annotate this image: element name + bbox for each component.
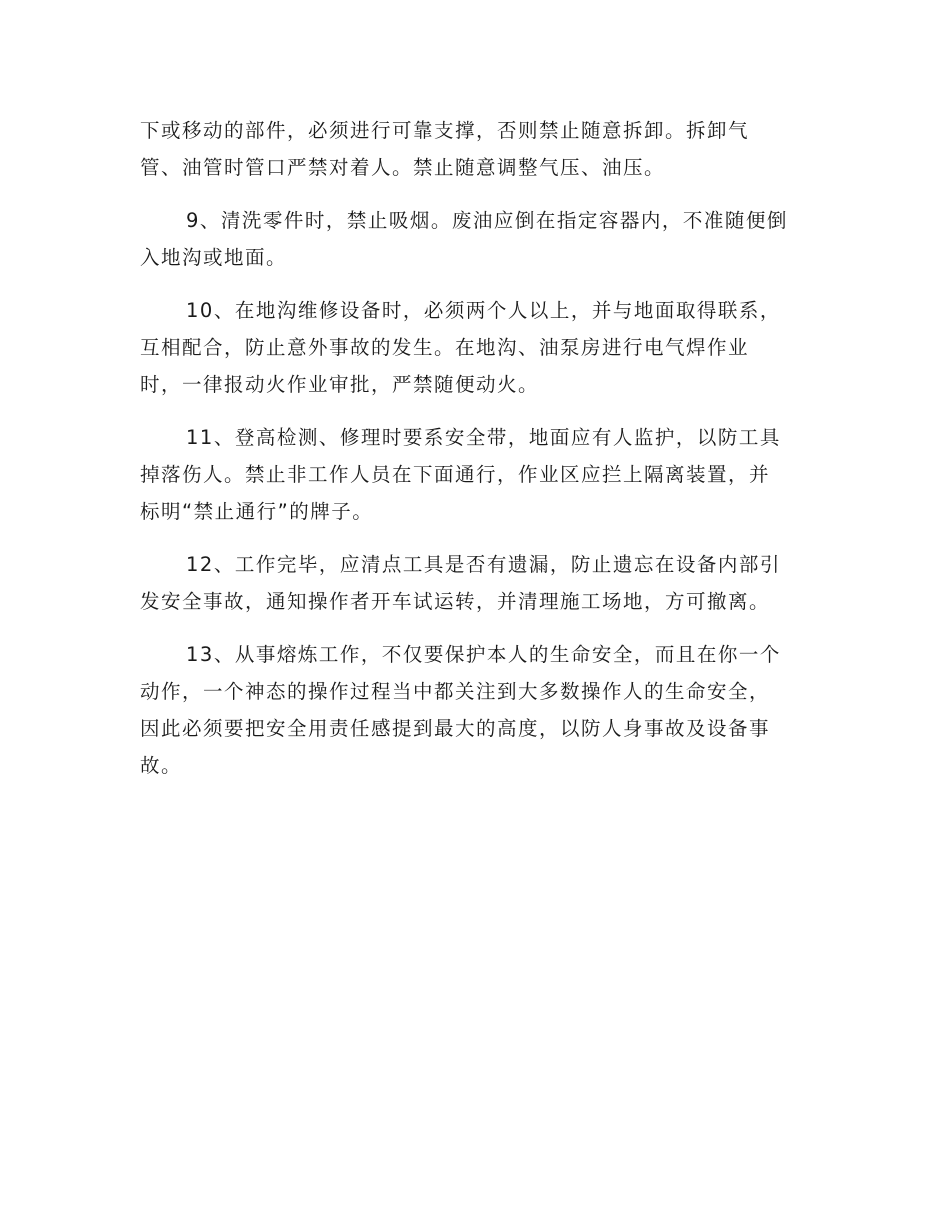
text-line: 11、登高检测、修理时要系安全带，地面应有人监护，以防工具 bbox=[186, 426, 781, 449]
text-line: 因此必须要把安全用责任感提到最大的高度，以防人身事故及设备事 bbox=[140, 717, 771, 740]
paragraph-item-13 bbox=[140, 636, 820, 784]
paragraph-item-11 bbox=[140, 419, 820, 530]
text-line: 掉落伤人。禁止非工作人员在下面通行，作业区应拦上隔离装置，并 bbox=[140, 463, 771, 486]
text-line: 互相配合，防止意外事故的发生。在地沟、油泵房进行电气焊作业 bbox=[140, 336, 750, 359]
text-line: 13、从事熔炼工作，不仅要保护本人的生命安全，而且在你一个 bbox=[186, 643, 781, 666]
text-line: 12、工作完毕，应清点工具是否有遗漏，防止遗忘在设备内部引 bbox=[186, 553, 781, 576]
text-line: 标明“禁止通行”的牌子。 bbox=[140, 500, 374, 523]
paragraph-item-10 bbox=[140, 292, 820, 403]
text-line: 下或移动的部件，必须进行可靠支撑，否则禁止随意拆卸。拆卸气 bbox=[140, 119, 750, 142]
text-line: 发安全事故，通知操作者开车试运转，并清理施工场地，方可撤离。 bbox=[140, 590, 771, 613]
paragraph-item-9 bbox=[140, 202, 820, 276]
document-body bbox=[140, 112, 820, 800]
text-line: 9、清洗零件时，禁止吸烟。废油应倒在指定容器内，不准随便倒 bbox=[186, 209, 788, 232]
text-line: 动作，一个神态的操作过程当中都关注到大多数操作人的生命安全， bbox=[140, 680, 771, 703]
text-line: 10、在地沟维修设备时，必须两个人以上，并与地面取得联系， bbox=[186, 299, 781, 322]
text-line: 管、油管时管口严禁对着人。禁止随意调整气压、油压。 bbox=[140, 156, 666, 179]
paragraph-item-12 bbox=[140, 546, 820, 620]
paragraph-continued-8 bbox=[140, 112, 820, 186]
text-line: 故。 bbox=[140, 754, 183, 777]
text-line: 时，一律报动火作业审批，严禁随便动火。 bbox=[140, 373, 540, 396]
text-line: 入地沟或地面。 bbox=[140, 246, 288, 269]
